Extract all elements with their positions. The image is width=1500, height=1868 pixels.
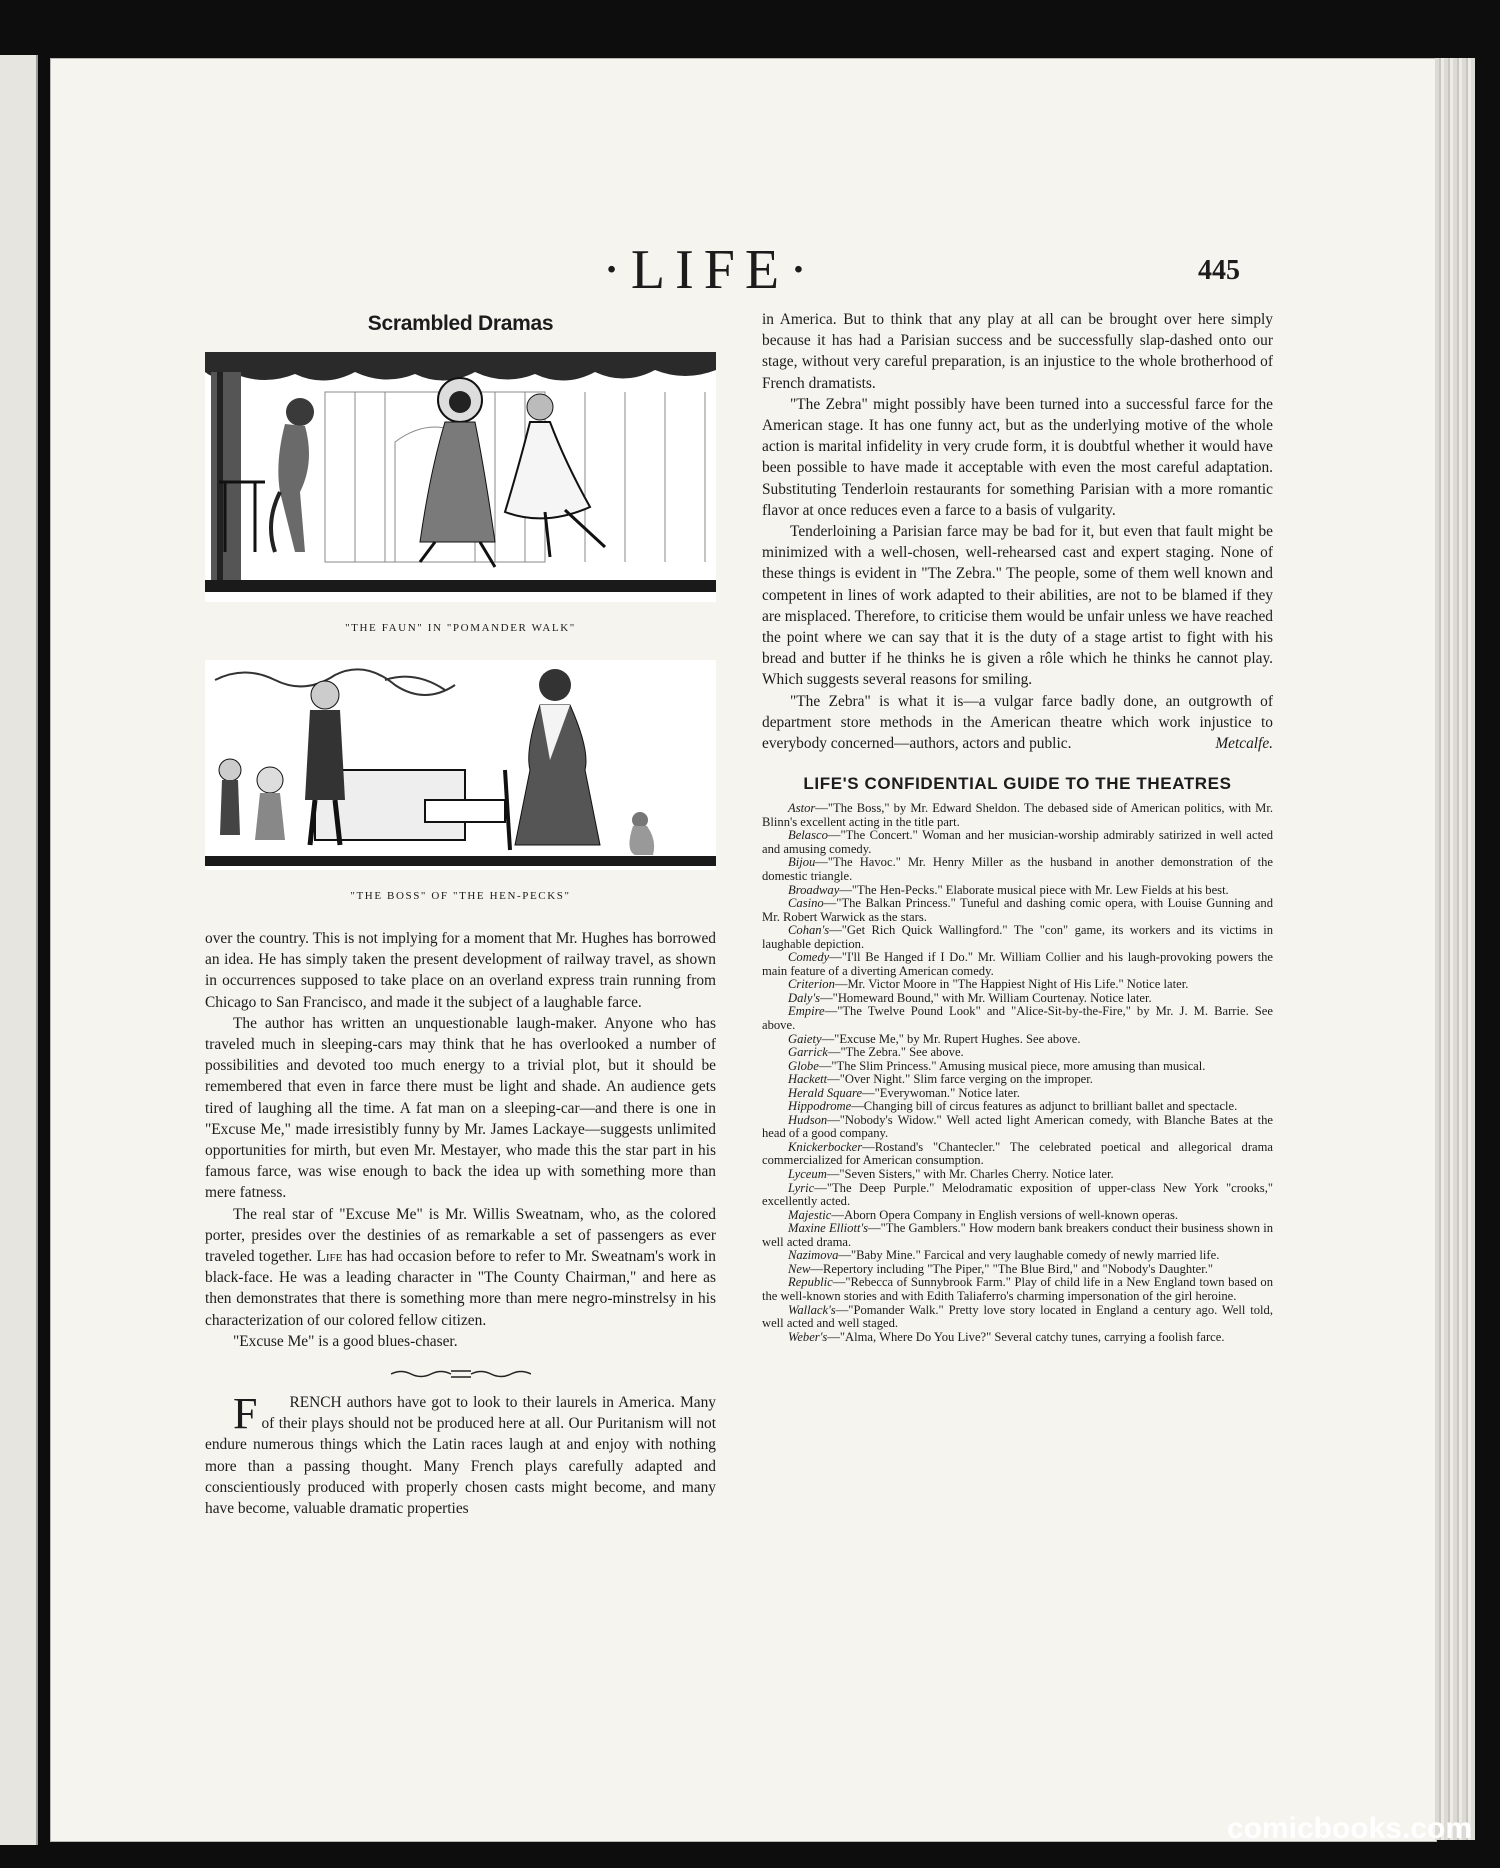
theatre-review: —Changing bill of circus features as adjunct to brilliant ballet and spectacle.	[851, 1099, 1238, 1114]
theatre-name: New	[788, 1261, 811, 1276]
theatre-name: Weber's	[788, 1329, 828, 1344]
theatre-name: Casino	[788, 896, 824, 911]
theatre-review: —Aborn Opera Company in English versions of well-known operas.	[831, 1207, 1178, 1222]
guide-entry	[762, 1141, 1273, 1168]
guide-entry	[762, 897, 1273, 924]
watermark: comicbooks.com	[1226, 1812, 1472, 1845]
theatre-review: —"The Slim Princess." Amusing musical piece, more amusing than musical.	[818, 1058, 1206, 1073]
theatre-review: —Repertory including "The Piper," "The Blue Bird," and "Nobody's Daughter."	[810, 1261, 1214, 1276]
page-stack-edge	[1435, 58, 1475, 1840]
theatre-review: —"The Balkan Princess." Tuneful and dashing comic opera, with Louise Gunning and Mr. Robert Warwick as the stars.	[762, 896, 1273, 924]
theatre-review: —"Baby Mine." Farcical and very laughable comedy of newly married life.	[838, 1248, 1220, 1263]
guide-entry	[762, 1073, 1273, 1087]
guide-entry	[762, 1046, 1273, 1060]
left-body-text	[205, 928, 716, 1519]
faun-drawing	[205, 352, 716, 602]
guide-entry	[762, 1331, 1273, 1345]
theatre-name: Herald Square	[788, 1085, 863, 1100]
guide-entry	[762, 1033, 1273, 1047]
section-title: Scrambled Dramas	[367, 312, 554, 335]
left-column	[205, 300, 716, 1519]
guide-entry	[762, 1182, 1273, 1209]
ornamental-divider	[205, 1366, 716, 1380]
guide-entry	[762, 1087, 1273, 1101]
paragraph-text: "The Zebra" is what it is—a vulgar farce badly done, an outgrowth of department store methods in the American theatre which work injustice to everybody concerned—authors, actors and public.	[762, 692, 1273, 753]
guide-entry	[762, 951, 1273, 978]
guide-entry	[762, 802, 1273, 829]
theatre-name: Garrick	[788, 1045, 828, 1060]
theatre-review: —"Seven Sisters," with Mr. Charles Cherry. Notice later.	[826, 1167, 1114, 1182]
theatre-review: —"I'll Be Hanged if I Do." Mr. William Collier and his laugh-provoking powers the main feature of a diverting American comedy.	[762, 950, 1273, 978]
illustration-hen-pecks	[205, 660, 716, 870]
french-paragraph	[205, 1389, 716, 1519]
divider-ornament	[391, 1367, 531, 1381]
theatre-review: —Rostand's "Chantecler." The celebrated poetical and allegorical drama commercialized for American consumption.	[762, 1139, 1273, 1168]
drop-cap: F	[233, 1389, 258, 1439]
theatre-review: —"Excuse Me," by Mr. Rupert Hughes. See above.	[821, 1031, 1081, 1046]
paragraph: "The Zebra" might possibly have been turned into a successful farce for the American stage. It has one funny act, but as the underlying motive of the whole action is marital infidelity in very crude form, it is doubtful whether it would have been possible to have made it acceptable with even the most careful adaptation. Substituting Tenderloin restaurants for something Parisian with a more romantic flavor at once reduces even a farce to a basis of vulgarity.	[762, 395, 1273, 519]
illustration2-caption: "THE BOSS" OF "THE HEN-PECKS"	[350, 890, 571, 902]
guide-entry	[762, 1168, 1273, 1182]
page-number: 445	[1198, 255, 1240, 286]
theatre-name: Bijou	[788, 855, 816, 870]
theatre-name: Nazimova	[788, 1248, 839, 1263]
theatre-name: Daly's	[788, 990, 821, 1005]
theatre-name: Globe	[788, 1058, 819, 1073]
theatre-review: —"Pomander Walk." Pretty love story located in England a century ago. Well told, well acted and well staged.	[762, 1302, 1273, 1331]
guide-entry	[762, 829, 1273, 856]
theatre-review: —"The Havoc." Mr. Henry Miller as the husband in another demonstration of the domestic triangle.	[762, 855, 1273, 883]
paragraph-text: has had occasion before to refer to Mr. Sweatnam's work in black-face. He was a leading character in "The County Chairman," and here as then demonstrates that there is something more than mere negro-minstrelsy in his characterization of our colored fellow citizen.	[205, 1248, 716, 1329]
theatre-review: —"Get Rich Quick Wallingford." The "con" game, its workers and its victims in laughable depiction.	[762, 923, 1273, 951]
theatre-name: Wallack's	[788, 1302, 836, 1317]
theatre-review: —"The Hen-Pecks." Elaborate musical piece with Mr. Lew Fields at his best.	[839, 882, 1229, 897]
theatre-review: —"Nobody's Widow." Well acted light American comedy, with Blanche Bates at the head of a good company.	[762, 1112, 1273, 1141]
guide-entry	[762, 856, 1273, 883]
guide-entry	[762, 992, 1273, 1006]
right-column	[762, 309, 1273, 1344]
theatre-review: —"Rebecca of Sunnybrook Farm." Play of child life in a New England town based on the well-known stories and with Edith Taliaferro's charming impersonation of the girl heroine.	[762, 1275, 1273, 1303]
theatre-name: Knickerbocker	[788, 1139, 863, 1154]
theatre-review: —"Alma, Where Do You Live?" Several catchy tunes, carrying a foolish farce.	[827, 1329, 1225, 1344]
guide-entry	[762, 884, 1273, 898]
theatre-name: Gaiety	[788, 1031, 822, 1046]
paragraph: in America. But to think that any play at all can be brought over here simply because it has had a Parisian success and be successfully slap-dashed onto our stage, without very careful preparation, is an injustice to the whole brotherhood of French dramatists.	[762, 311, 1273, 392]
illustration1-caption: "THE FAUN" IN "POMANDER WALK"	[345, 622, 576, 634]
guide-entry	[762, 1100, 1273, 1114]
theatre-name: Lyceum	[788, 1167, 827, 1182]
illustration-faun	[205, 352, 716, 602]
theatre-name: Astor	[788, 801, 816, 816]
author-signature: Metcalfe.	[1215, 735, 1273, 753]
theatre-name: Maxine Elliott's	[788, 1221, 869, 1236]
paragraph: over the country. This is not implying for a moment that Mr. Hughes has borrowed an idea. He has simply taken the present development of railway travel, as shown in occurrences supposed to take place on an overland express train running from Chicago to San Francisco, and made it the subject of a laughable farce.	[205, 930, 716, 1011]
guide-entry	[762, 1276, 1273, 1303]
guide-entry	[762, 978, 1273, 992]
paragraph: The author has written an unquestionable laugh-maker. Anyone who has traveled much in sleeping-cars may think that he has overlooked a number of possibilities and devoted too much energy to a trivial plot, but it should be remembered that even in farce there must be light and shade. An audience gets tired of laughing all the time. A fat man on a sleeping-car—and there is one in "Excuse Me," made irresistibly funny by Mr. James Lackaye—suggests unlimited opportunities for mirth, but even Mr. Mestayer, who made this the star part in his famous farce, was wise enough to back the idea up with something more than mere fatness.	[205, 1014, 716, 1202]
theatre-name: Republic	[788, 1275, 833, 1290]
theatre-name: Broadway	[788, 882, 840, 897]
paragraph: "Excuse Me" is a good blues-chaser.	[233, 1332, 458, 1350]
theatre-name: Lyric	[788, 1180, 815, 1195]
theatre-name: Criterion	[788, 977, 835, 992]
theatre-name: Cohan's	[788, 923, 830, 938]
theatre-name: Hippodrome	[788, 1099, 852, 1114]
guide-title: LIFE'S CONFIDENTIAL GUIDE TO THE THEATRES	[803, 774, 1232, 794]
facing-page-edge	[0, 55, 38, 1845]
theatre-name: Hudson	[788, 1112, 828, 1127]
theatre-review: —"The Boss," by Mr. Edward Sheldon. The debased side of American politics, with Mr. Blinn's excellent acting in the title part.	[762, 801, 1273, 829]
theatre-review: —"The Gamblers." How modern bank breakers conduct their business shown in well acted drama.	[762, 1221, 1273, 1249]
paragraph-text: The real star of "Excuse Me" is Mr. Willis Sweatnam, who, as the colored porter, presides over the destinies of as remarkable a set of passengers as ever traveled together.	[205, 1205, 716, 1266]
hen-pecks-drawing	[205, 660, 716, 870]
theatre-name: Majestic	[788, 1207, 832, 1222]
guide-entry	[762, 1060, 1273, 1074]
theatre-name: Belasco	[788, 828, 828, 843]
guide-entry	[762, 1222, 1273, 1249]
masthead: ·LIFE·	[602, 239, 818, 301]
theatre-name: Hackett	[788, 1072, 828, 1087]
theatre-review: —"Homeward Bound," with Mr. William Courtenay. Notice later.	[820, 990, 1152, 1005]
theatre-review: —Mr. Victor Moore in "The Happiest Night of His Life." Notice later.	[834, 977, 1189, 992]
theatre-review: —"The Zebra." See above.	[827, 1045, 964, 1060]
theatre-review: —"The Twelve Pound Look" and "Alice-Sit-by-the-Fire," by Mr. J. M. Barrie. See above.	[762, 1004, 1273, 1033]
theatre-review: —"The Concert." Woman and her musician-worship admirably satirized in well acted and amusing comedy.	[762, 828, 1273, 856]
guide-entry	[762, 1209, 1273, 1223]
theatre-review: —"Over Night." Slim farce verging on the improper.	[827, 1072, 1093, 1087]
guide-entry	[762, 1114, 1273, 1141]
guide-entry	[762, 1005, 1273, 1032]
paragraph	[205, 1204, 716, 1331]
theatre-name: Comedy	[788, 950, 830, 965]
paragraph	[762, 691, 1273, 755]
theatre-guide	[762, 802, 1273, 1344]
theatre-review: —"The Deep Purple." Melodramatic exposition of upper-class New York "crooks," excellently acted.	[762, 1180, 1273, 1209]
paragraph: Tenderloining a Parisian farce may be bad for it, but even that fault might be minimized with a well-chosen, well-rehearsed cast and expert staging. None of these things is evident in "The Zebra." The people, some of them well known and competent in lines of work adapted to their abilities, are not to be blamed if they are misplaced. Therefore, to criticise them would be unfair unless we have reached the point where we can say that it is the duty of a stage artist to fight with his bread and butter if he thinks he is given a rôle which he thinks he cannot play. Which suggests several reasons for smiling.	[762, 523, 1273, 689]
right-body-text	[762, 309, 1273, 754]
guide-entry	[762, 1263, 1273, 1277]
guide-entry	[762, 1249, 1273, 1263]
theatre-review: —"Everywoman." Notice later.	[862, 1085, 1020, 1100]
paragraph-text: RENCH authors have got to look to their laurels in America. Many of their plays should not be produced here at all. Our Puritanism will not endure numerous things which the Latin races laugh at and enjoy with nothing more than a passing thought. Many French plays carefully adapted and conscientiously produced with properly chosen casts might become, and many have become, valuable dramatic properties	[205, 1394, 716, 1518]
theatre-name: Empire	[788, 1004, 825, 1019]
guide-entry	[762, 924, 1273, 951]
life-smallcaps: Life	[316, 1248, 343, 1266]
guide-entry	[762, 1304, 1273, 1331]
